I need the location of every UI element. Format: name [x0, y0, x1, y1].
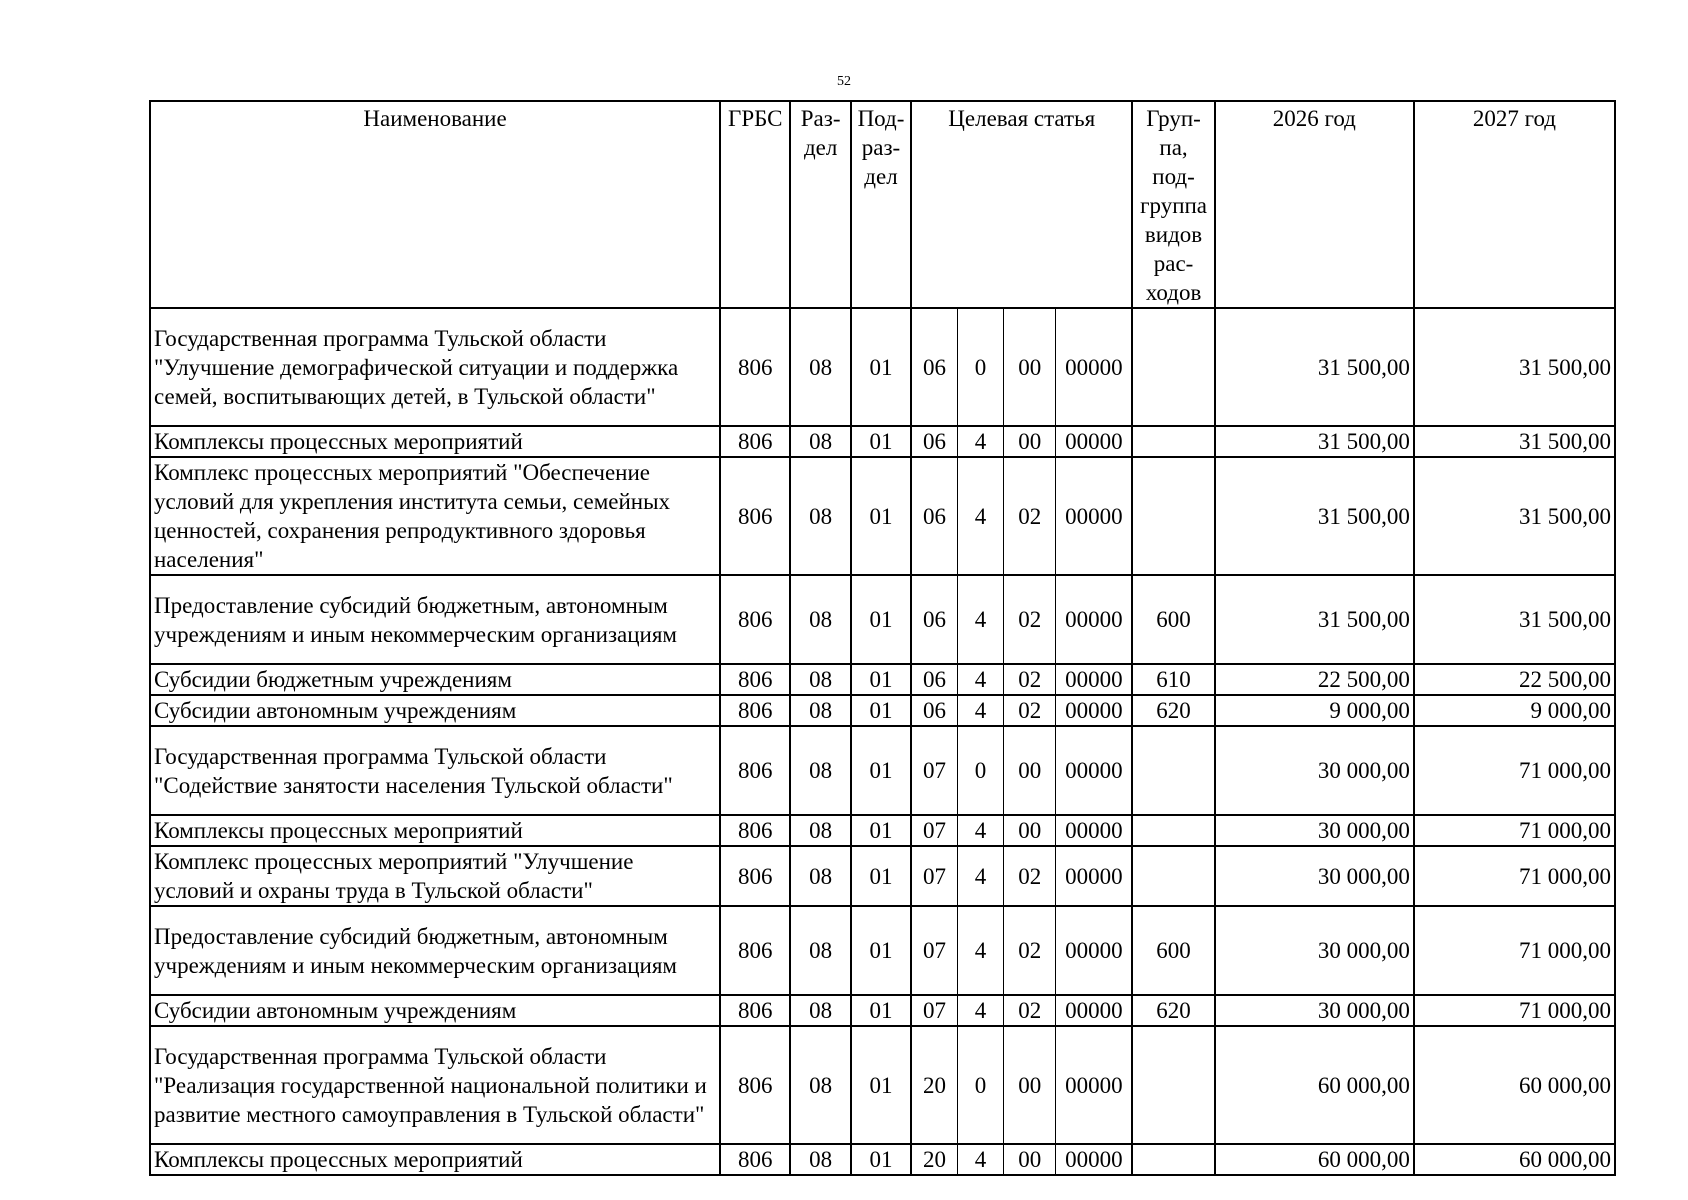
row-vid-raskhodov: 600	[1132, 906, 1214, 995]
table-row	[150, 308, 1615, 426]
row-amount-2027: 71 000,00	[1414, 846, 1615, 906]
table-row	[150, 906, 1615, 995]
row-cs-direction: 00000	[1056, 906, 1132, 995]
row-cs-subprogram: 00	[1004, 815, 1056, 846]
row-name: Комплексы процессных мероприятий	[150, 1144, 720, 1175]
row-vid-raskhodov	[1132, 1026, 1214, 1144]
row-cs-subprogram: 00	[1004, 308, 1056, 426]
row-grbs: 806	[720, 575, 790, 664]
row-amount-2027: 22 500,00	[1414, 664, 1615, 695]
row-razdel: 08	[790, 846, 850, 906]
row-vid-raskhodov	[1132, 308, 1214, 426]
row-vid-raskhodov: 600	[1132, 575, 1214, 664]
row-podrazdel: 01	[851, 995, 911, 1026]
row-cs-program: 06	[911, 664, 957, 695]
row-name: Государственная программа Тульской области "Реализация государственной национальной политики и развитие местного самоуправления в Тульской области"	[150, 1026, 720, 1144]
row-podrazdel: 01	[851, 308, 911, 426]
table-header-row	[150, 101, 1615, 308]
row-cs-direction: 00000	[1056, 995, 1132, 1026]
row-cs-type: 4	[957, 906, 1003, 995]
row-cs-direction: 00000	[1056, 664, 1132, 695]
header-grbs: ГРБС	[720, 101, 790, 308]
row-amount-2026: 22 500,00	[1215, 664, 1414, 695]
row-vid-raskhodov	[1132, 846, 1214, 906]
row-amount-2027: 31 500,00	[1414, 308, 1615, 426]
row-grbs: 806	[720, 1026, 790, 1144]
row-podrazdel: 01	[851, 906, 911, 995]
row-cs-subprogram: 00	[1004, 1144, 1056, 1175]
row-podrazdel: 01	[851, 815, 911, 846]
row-name: Комплекс процессных мероприятий "Обеспечение условий для укрепления института семьи, семейных ценностей, сохранения репродуктивного здоровья населения"	[150, 457, 720, 575]
row-cs-subprogram: 02	[1004, 695, 1056, 726]
header-celevaya-statya: Целевая статья	[911, 101, 1132, 308]
row-amount-2026: 31 500,00	[1215, 575, 1414, 664]
row-amount-2026: 31 500,00	[1215, 426, 1414, 457]
row-podrazdel: 01	[851, 1144, 911, 1175]
row-cs-subprogram: 00	[1004, 426, 1056, 457]
row-cs-direction: 00000	[1056, 1144, 1132, 1175]
row-cs-program: 07	[911, 846, 957, 906]
row-cs-program: 07	[911, 726, 957, 815]
row-amount-2027: 71 000,00	[1414, 815, 1615, 846]
row-amount-2026: 60 000,00	[1215, 1144, 1414, 1175]
row-grbs: 806	[720, 1144, 790, 1175]
header-razdel: Раз- дел	[790, 101, 850, 308]
row-grbs: 806	[720, 906, 790, 995]
row-razdel: 08	[790, 906, 850, 995]
row-razdel: 08	[790, 426, 850, 457]
row-cs-program: 07	[911, 906, 957, 995]
row-cs-type: 4	[957, 426, 1003, 457]
row-name: Комплексы процессных мероприятий	[150, 815, 720, 846]
row-cs-type: 4	[957, 575, 1003, 664]
row-razdel: 08	[790, 1144, 850, 1175]
row-name: Субсидии автономным учреждениям	[150, 995, 720, 1026]
row-razdel: 08	[790, 726, 850, 815]
row-cs-direction: 00000	[1056, 695, 1132, 726]
row-podrazdel: 01	[851, 726, 911, 815]
table-row	[150, 664, 1615, 695]
table-row	[150, 995, 1615, 1026]
row-amount-2026: 30 000,00	[1215, 726, 1414, 815]
header-2026: 2026 год	[1215, 101, 1414, 308]
row-podrazdel: 01	[851, 664, 911, 695]
row-cs-subprogram: 00	[1004, 1026, 1056, 1144]
row-cs-type: 4	[957, 995, 1003, 1026]
table-row	[150, 457, 1615, 575]
row-vid-raskhodov: 620	[1132, 995, 1214, 1026]
row-amount-2027: 71 000,00	[1414, 995, 1615, 1026]
row-vid-raskhodov	[1132, 457, 1214, 575]
row-cs-type: 0	[957, 308, 1003, 426]
row-amount-2026: 9 000,00	[1215, 695, 1414, 726]
row-cs-subprogram: 02	[1004, 457, 1056, 575]
row-amount-2027: 71 000,00	[1414, 906, 1615, 995]
row-amount-2026: 30 000,00	[1215, 815, 1414, 846]
row-amount-2027: 31 500,00	[1414, 426, 1615, 457]
row-vid-raskhodov	[1132, 426, 1214, 457]
row-vid-raskhodov	[1132, 815, 1214, 846]
row-amount-2026: 60 000,00	[1215, 1026, 1414, 1144]
row-vid-raskhodov: 620	[1132, 695, 1214, 726]
row-cs-type: 4	[957, 457, 1003, 575]
row-razdel: 08	[790, 695, 850, 726]
row-grbs: 806	[720, 726, 790, 815]
row-cs-program: 06	[911, 426, 957, 457]
header-2027: 2027 год	[1414, 101, 1615, 308]
row-cs-direction: 00000	[1056, 457, 1132, 575]
header-name: Наименование	[150, 101, 720, 308]
row-amount-2026: 30 000,00	[1215, 846, 1414, 906]
row-grbs: 806	[720, 664, 790, 695]
table-row	[150, 695, 1615, 726]
row-razdel: 08	[790, 575, 850, 664]
row-cs-direction: 00000	[1056, 575, 1132, 664]
row-grbs: 806	[720, 695, 790, 726]
table-row	[150, 846, 1615, 906]
row-name: Государственная программа Тульской области "Содействие занятости населения Тульской области"	[150, 726, 720, 815]
row-cs-program: 07	[911, 815, 957, 846]
row-cs-type: 4	[957, 846, 1003, 906]
row-amount-2027: 9 000,00	[1414, 695, 1615, 726]
row-cs-subprogram: 02	[1004, 664, 1056, 695]
row-cs-direction: 00000	[1056, 846, 1132, 906]
row-vid-raskhodov: 610	[1132, 664, 1214, 695]
row-cs-type: 0	[957, 1026, 1003, 1144]
row-cs-direction: 00000	[1056, 815, 1132, 846]
table-body	[150, 308, 1615, 1175]
row-cs-program: 06	[911, 695, 957, 726]
row-name: Предоставление субсидий бюджетным, автономным учреждениям и иным некоммерческим организациям	[150, 906, 720, 995]
row-name: Субсидии автономным учреждениям	[150, 695, 720, 726]
row-name: Комплексы процессных мероприятий	[150, 426, 720, 457]
row-razdel: 08	[790, 1026, 850, 1144]
row-grbs: 806	[720, 846, 790, 906]
row-cs-type: 4	[957, 1144, 1003, 1175]
row-podrazdel: 01	[851, 846, 911, 906]
row-amount-2026: 30 000,00	[1215, 995, 1414, 1026]
row-razdel: 08	[790, 457, 850, 575]
row-amount-2027: 31 500,00	[1414, 575, 1615, 664]
row-name: Субсидии бюджетным учреждениям	[150, 664, 720, 695]
table-row	[150, 575, 1615, 664]
table-row	[150, 815, 1615, 846]
row-cs-subprogram: 00	[1004, 726, 1056, 815]
row-cs-program: 20	[911, 1026, 957, 1144]
row-cs-program: 06	[911, 575, 957, 664]
row-cs-program: 07	[911, 995, 957, 1026]
page-number: 52	[837, 74, 851, 89]
header-vid-raskhodov: Груп- па, под- группа видов рас- ходов	[1132, 101, 1214, 308]
row-cs-direction: 00000	[1056, 426, 1132, 457]
table-row	[150, 426, 1615, 457]
row-razdel: 08	[790, 308, 850, 426]
row-name: Государственная программа Тульской области "Улучшение демографической ситуации и поддержка семей, воспитывающих детей, в Тульской области"	[150, 308, 720, 426]
row-cs-program: 06	[911, 308, 957, 426]
row-cs-subprogram: 02	[1004, 995, 1056, 1026]
row-grbs: 806	[720, 308, 790, 426]
row-grbs: 806	[720, 426, 790, 457]
row-podrazdel: 01	[851, 457, 911, 575]
table-row	[150, 1026, 1615, 1144]
row-cs-type: 4	[957, 664, 1003, 695]
row-cs-type: 0	[957, 726, 1003, 815]
row-amount-2027: 31 500,00	[1414, 457, 1615, 575]
row-razdel: 08	[790, 664, 850, 695]
row-razdel: 08	[790, 815, 850, 846]
row-razdel: 08	[790, 995, 850, 1026]
row-podrazdel: 01	[851, 575, 911, 664]
row-cs-subprogram: 02	[1004, 575, 1056, 664]
row-name: Предоставление субсидий бюджетным, автономным учреждениям и иным некоммерческим организациям	[150, 575, 720, 664]
row-amount-2026: 31 500,00	[1215, 308, 1414, 426]
row-amount-2026: 30 000,00	[1215, 906, 1414, 995]
row-cs-direction: 00000	[1056, 726, 1132, 815]
row-podrazdel: 01	[851, 1026, 911, 1144]
row-grbs: 806	[720, 457, 790, 575]
row-cs-type: 4	[957, 695, 1003, 726]
row-cs-program: 06	[911, 457, 957, 575]
row-amount-2026: 31 500,00	[1215, 457, 1414, 575]
row-cs-direction: 00000	[1056, 308, 1132, 426]
row-cs-subprogram: 02	[1004, 906, 1056, 995]
row-amount-2027: 60 000,00	[1414, 1144, 1615, 1175]
header-podrazdel: Под- раз- дел	[851, 101, 911, 308]
row-cs-direction: 00000	[1056, 1026, 1132, 1144]
table-row	[150, 726, 1615, 815]
row-cs-program: 20	[911, 1144, 957, 1175]
row-grbs: 806	[720, 815, 790, 846]
row-amount-2027: 71 000,00	[1414, 726, 1615, 815]
row-podrazdel: 01	[851, 695, 911, 726]
row-amount-2027: 60 000,00	[1414, 1026, 1615, 1144]
row-vid-raskhodov	[1132, 726, 1214, 815]
row-podrazdel: 01	[851, 426, 911, 457]
table-row	[150, 1144, 1615, 1175]
row-cs-subprogram: 02	[1004, 846, 1056, 906]
row-vid-raskhodov	[1132, 1144, 1214, 1175]
row-name: Комплекс процессных мероприятий "Улучшение условий и охраны труда в Тульской области"	[150, 846, 720, 906]
row-grbs: 806	[720, 995, 790, 1026]
budget-table	[149, 100, 1616, 1176]
row-cs-type: 4	[957, 815, 1003, 846]
